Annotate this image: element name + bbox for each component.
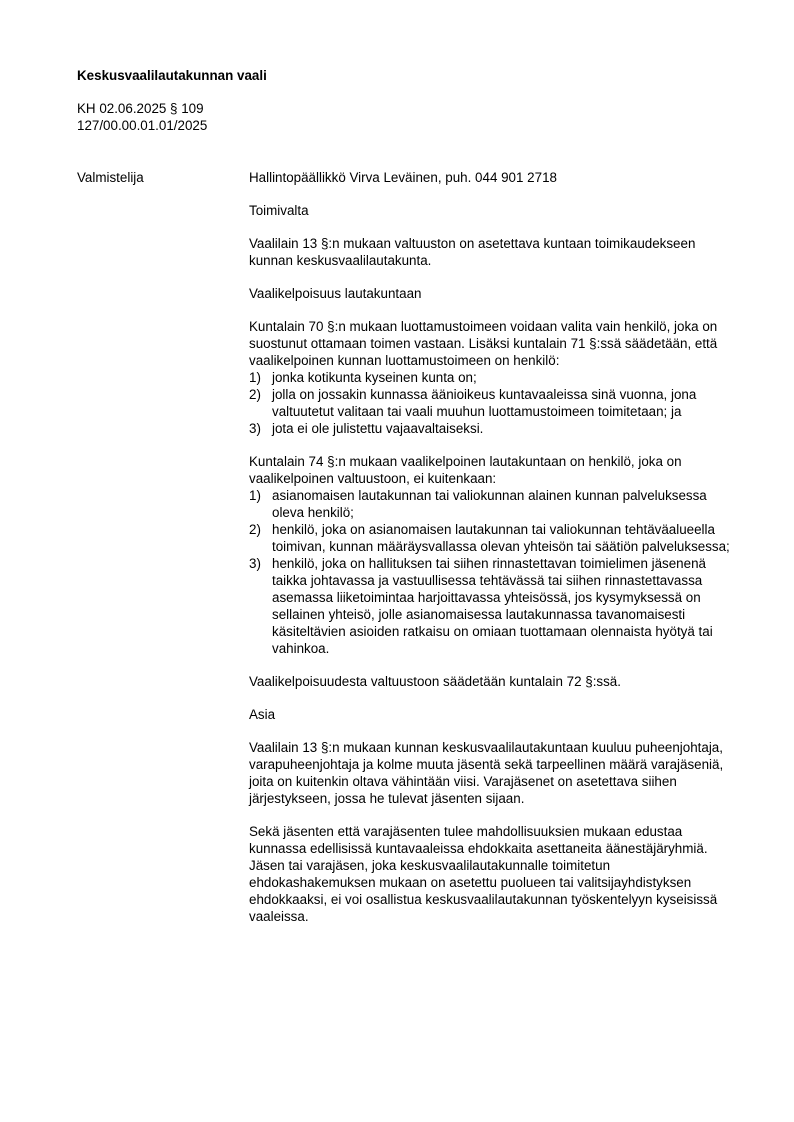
asia-text-2: Sekä jäsenten että varajäsenten tulee mahdollisuuksien mukaan edustaa kunnassa edellisissä kuntavaaleissa ehdokkaita asettaneita äänestäjäryhmiä. Jäsen tai varajäsen, joka keskusvaalilautakunnalle toimitetun ehdokashakemuksen mukaan on asetettu puolueen tai valitsijayhdistyksen ehdokkaaksi, ei voi osallistua keskusvaalilautakunnan työskentelyyn kyseisissä vaaleissa. (249, 824, 718, 924)
list-item (249, 555, 739, 657)
list-text: jonka kotikunta kyseinen kunta on; (272, 370, 477, 385)
meeting-reference: KH 02.06.2025 § 109 (77, 101, 204, 116)
kl74-section (249, 453, 739, 657)
list-number: 1) (249, 488, 261, 503)
list-number: 3) (249, 556, 261, 571)
list-item (249, 386, 739, 420)
kl74-list (249, 487, 739, 657)
list-item (249, 521, 739, 555)
kl74-intro: Kuntalain 74 §:n mukaan vaalikelpoinen lautakuntaan on henkilö, joka on vaalikelpoinen valtuustoon, ei kuitenkaan: (249, 454, 682, 486)
kl70-list (249, 369, 739, 437)
kl72-text: Vaalikelpoisuudesta valtuustoon säädetään kuntalain 72 §:ssä. (249, 674, 621, 689)
list-text: jolla on jossakin kunnassa äänioikeus kuntavaaleissa sinä vuonna, jona valtuutetut valitaan tai vaali muuhun luottamustoimeen toimitetaan; ja (272, 387, 697, 419)
list-number: 1) (249, 370, 261, 385)
preparer-label: Valmistelija (77, 170, 144, 185)
list-text: asianomaisen lautakunnan tai valiokunnan alainen kunnan palveluksessa oleva henkilö; (272, 488, 707, 520)
asia-text-1: Vaalilain 13 §:n mukaan kunnan keskusvaalilautakuntaan kuuluu puheenjohtaja, varapuheenjohtaja ja kolme muuta jäsentä sekä tarpeellinen määrä varajäseniä, joita on kuitenkin oltava vähintään viisi. Varajäsenet on asetettava siihen järjestykseen, jossa he tulevat jäsenten sijaan. (249, 740, 724, 806)
list-item (249, 420, 739, 437)
list-item (249, 369, 739, 386)
case-number: 127/00.00.01.01/2025 (77, 118, 208, 133)
list-number: 2) (249, 387, 261, 402)
list-number: 3) (249, 421, 261, 436)
asia-heading: Asia (249, 707, 276, 722)
preparer-value: Hallintopäällikkö Virva Leväinen, puh. 044 901 2718 (249, 170, 557, 185)
toimivalta-text: Vaalilain 13 §:n mukaan valtuuston on asetettava kuntaan toimikaudekseen kunnan keskusvaalilautakunta. (249, 236, 696, 268)
document-meta (77, 100, 207, 134)
document-body (249, 169, 739, 941)
vaalikelpoisuus-heading: Vaalikelpoisuus lautakuntaan (249, 286, 422, 301)
toimivalta-heading: Toimivalta (249, 203, 309, 218)
kl70-section (249, 318, 739, 437)
kl70-intro: Kuntalain 70 §:n mukaan luottamustoimeen voidaan valita vain henkilö, joka on suostunut ottamaan toimen vastaan. Lisäksi kuntalain 71 §:ssä säädetään, että vaalikelpoinen kunnan luottamustoimeen on henkilö: (249, 319, 718, 368)
list-text: henkilö, joka on hallituksen tai siihen rinnastettavan toimielimen jäsenenä taikka johtavassa ja vastuullisessa tehtävässä tai siihen rinnastettavassa asemassa liiketoimintaa harjoittavassa yhteisössä, jos kysymyksessä on sellainen yhteisö, jolle asianomaisessa lautakunnassa tavanomaisesti käsiteltävien asioiden ratkaisu on omiaan tuottamaan olennaista hyötyä tai vahinkoa. (272, 556, 713, 656)
list-number: 2) (249, 522, 261, 537)
list-item (249, 487, 739, 521)
document-title: Keskusvaalilautakunnan vaali (77, 68, 267, 83)
list-text: jota ei ole julistettu vajaavaltaiseksi. (272, 421, 484, 436)
list-text: henkilö, joka on asianomaisen lautakunnan tai valiokunnan tehtäväalueella toimivan, kunnan määräysvallassa olevan yhteisön tai säätiön palveluksessa; (272, 522, 730, 554)
